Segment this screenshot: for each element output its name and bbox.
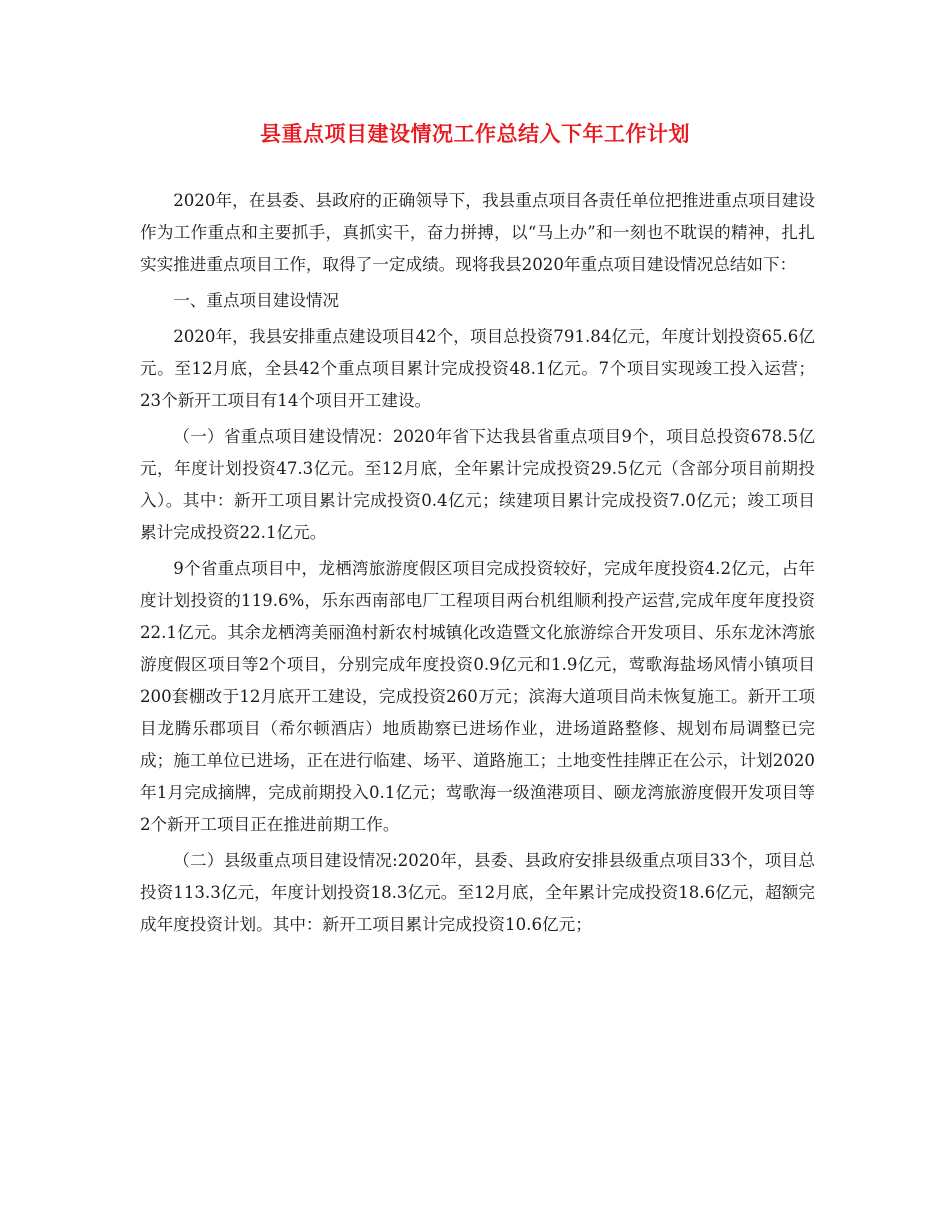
paragraph-county: （二）县级重点项目建设情况:2020年，县委、县政府安排县级重点项目33个，项目总投资113.3亿元，年度计划投资18.3亿元。至12月底，全年累计完成投资18.6亿元，超额完成年度投资计划。其中：新开工项目累计完成投资10.6亿元；: [140, 851, 815, 934]
document-title: 县重点项目建设情况工作总结入下年工作计划: [260, 121, 690, 146]
paragraph-intro: 2020年，在县委、县政府的正确领导下，我县重点项目各责任单位把推进重点项目建设作为工作重点和主要抓手，真抓实干，奋力拼搏，以“马上办”和一刻也不耽误的精神，扎扎实实推进重点项目工作，取得了一定成绩。现将我县2020年重点项目建设情况总结如下：: [140, 191, 815, 274]
paragraph-provincial: （一）省重点项目建设情况：2020年省下达我县省重点项目9个，项目总投资678.5亿元，年度计划投资47.3亿元。至12月底，全年累计完成投资29.5亿元（含部分项目前期投入）。其中：新开工项目累计完成投资0.4亿元；续建项目累计完成投资7.0亿元；竣工项目累计完成投资22.1亿元。: [140, 427, 815, 542]
section-heading: 一、重点项目建设情况: [173, 291, 340, 310]
paragraph-overview: 2020年，我县安排重点建设项目42个，项目总投资791.84亿元，年度计划投资65.6亿元。至12月底，全县42个重点项目累计完成投资48.1亿元。7个项目实现竣工投入运营；23个新开工项目有14个项目开工建设。: [140, 327, 815, 410]
document-body: [140, 185, 815, 945]
paragraph-provincial-detail: 9个省重点项目中，龙栖湾旅游度假区项目完成投资较好，完成年度投资4.2亿元，占年度计划投资的119.6%，乐东西南部电厂工程项目两台机组顺利投产运营,完成年度年度投资22.1亿元。其余龙栖湾美丽渔村新农村城镇化改造暨文化旅游综合开发项目、乐东龙沐湾旅游度假区项目等2个项目，分别完成年度投资0.9亿元和1.9亿元，莺歌海盐场风情小镇项目200套棚改于12月底开工建设，完成投资260万元；滨海大道项目尚未恢复施工。新开工项目龙腾乐郡项目（希尔顿酒店）地质勘察已进场作业，进场道路整修、规划布局调整已完成；施工单位已进场，正在进行临建、场平、道路施工；土地变性挂牌正在公示，计划2020年1月完成摘牌，完成前期投入0.1亿元；莺歌海一级渔港项目、颐龙湾旅游度假开发项目等2个新开工项目正在推进前期工作。: [140, 559, 815, 834]
